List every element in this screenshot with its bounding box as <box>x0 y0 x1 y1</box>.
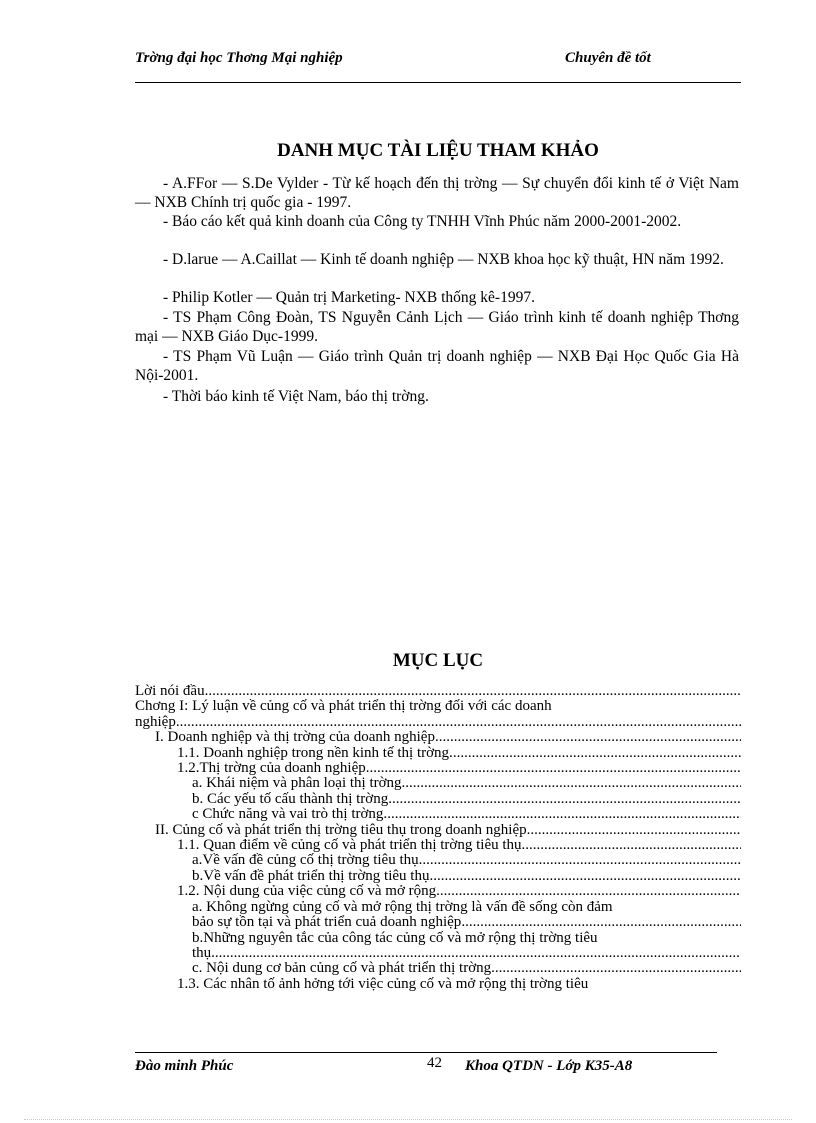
footer-class: Khoa QTDN - Lớp K35-A8 <box>465 1058 633 1074</box>
reference-item: - Philip Kotler — Quản trị Marketing- NXB thống kê-1997. <box>163 289 535 306</box>
page-bottom-border <box>24 1119 792 1120</box>
toc-entry[interactable]: c. Nội dung cơ bản củng cố và phát triển thị trờng. ..... <box>135 961 741 976</box>
header-school: Trờng đại học Thơng Mại nghiệp <box>135 50 343 66</box>
reference-item: - TS Phạm Vũ Luận — Giáo trình Quản trị doanh nghiệp — NXB Đại Học Quốc Gia Hà Nội-2001. <box>135 348 739 384</box>
header-document-type: Chuyên đề tốt <box>565 50 651 66</box>
toc-entry[interactable]: b.Về vấn đề phát triển thị trờng tiêu thụ. ..... <box>135 869 741 884</box>
toc-entry[interactable]: 1.1. Quan điểm về củng cố và phát triển thị trờng tiêu thụ. ..... <box>135 838 741 853</box>
toc-entry[interactable]: 1.2.Thị trờng của doanh nghiệp ..... <box>135 761 741 776</box>
page-footer <box>135 1052 717 1074</box>
toc-entry[interactable]: a.Về vấn đề củng cố thị trờng tiêu thụ. ..... <box>135 853 741 868</box>
toc-entry[interactable]: bảo sự tồn tại và phát triển cuả doanh nghiệp ..... <box>135 915 741 930</box>
toc-entry[interactable]: nghiệp ..... <box>135 715 741 730</box>
toc-entry[interactable]: 1.2. Nội dung của việc củng cố và mở rộng. ..... <box>135 884 741 899</box>
toc-entry[interactable]: a. Không ngừng củng cố và mở rộng thị trờng là vấn đề sống còn đảm <box>192 899 613 915</box>
footer-author: Đào minh Phúc <box>135 1058 234 1074</box>
toc-entry[interactable]: b.Những nguyên tắc của công tác củng cố và mở rộng thị trờng tiêu <box>192 930 598 946</box>
toc-entry[interactable]: c Chức năng và vai trò thị trờng. ..... <box>135 807 741 822</box>
page-header <box>135 50 741 83</box>
reference-item: - TS Phạm Công Đoàn, TS Nguyễn Cảnh Lịch — Giáo trình kinh tế doanh nghiệp Thơng mại — NXB Giáo Dục-1999. <box>135 309 739 345</box>
toc-entry[interactable]: 1.3. Các nhân tố ảnh hởng tới việc củng cố và mở rộng thị trờng tiêu <box>177 976 589 992</box>
toc-entry[interactable]: b. Các yếu tố cấu thành thị trờng ..... <box>135 792 741 807</box>
toc-entry[interactable]: II. Củng cố và phát triển thị trờng tiêu thụ trong doanh nghiệp. ..... <box>135 823 741 838</box>
reference-item: - D.larue — A.Caillat — Kinh tế doanh nghiệp — NXB khoa học kỹ thuật, HN năm 1992. <box>163 251 724 268</box>
page-number: 42 <box>427 1055 442 1071</box>
toc-entry[interactable]: I. Doanh nghiệp và thị trờng của doanh nghiệp. ..... <box>135 730 741 745</box>
toc-entry[interactable]: Lời nói đầu ..... <box>135 684 741 699</box>
reference-item: - Thời báo kinh tế Việt Nam, báo thị trờng. <box>163 388 429 405</box>
table-of-contents <box>135 684 741 992</box>
reference-item: - A.FFor — S.De Vylder - Từ kế hoạch đến thị trờng — Sự chuyển đổi kinh tế ở Việt Nam — NXB Chính trị quốc gia - 1997. <box>135 175 739 211</box>
references-title: DANH MỤC TÀI LIỆU THAM KHẢO <box>277 140 599 161</box>
toc-entry[interactable]: 1.1. Doanh nghiệp trong nền kinh tế thị trờng. ..... <box>135 746 741 761</box>
reference-item: - Báo cáo kết quả kinh doanh của Công ty TNHH Vĩnh Phúc năm 2000-2001-2002. <box>163 213 682 230</box>
toc-entry[interactable]: Chơng I: Lý luận về củng cố và phát triển thị trờng đối với các doanh <box>135 699 552 715</box>
toc-title: MỤC LỤC <box>392 650 484 671</box>
toc-entry[interactable]: thụ. ..... <box>135 946 741 961</box>
toc-entry[interactable]: a. Khái niệm và phân loại thị trờng. ..... <box>135 776 741 791</box>
